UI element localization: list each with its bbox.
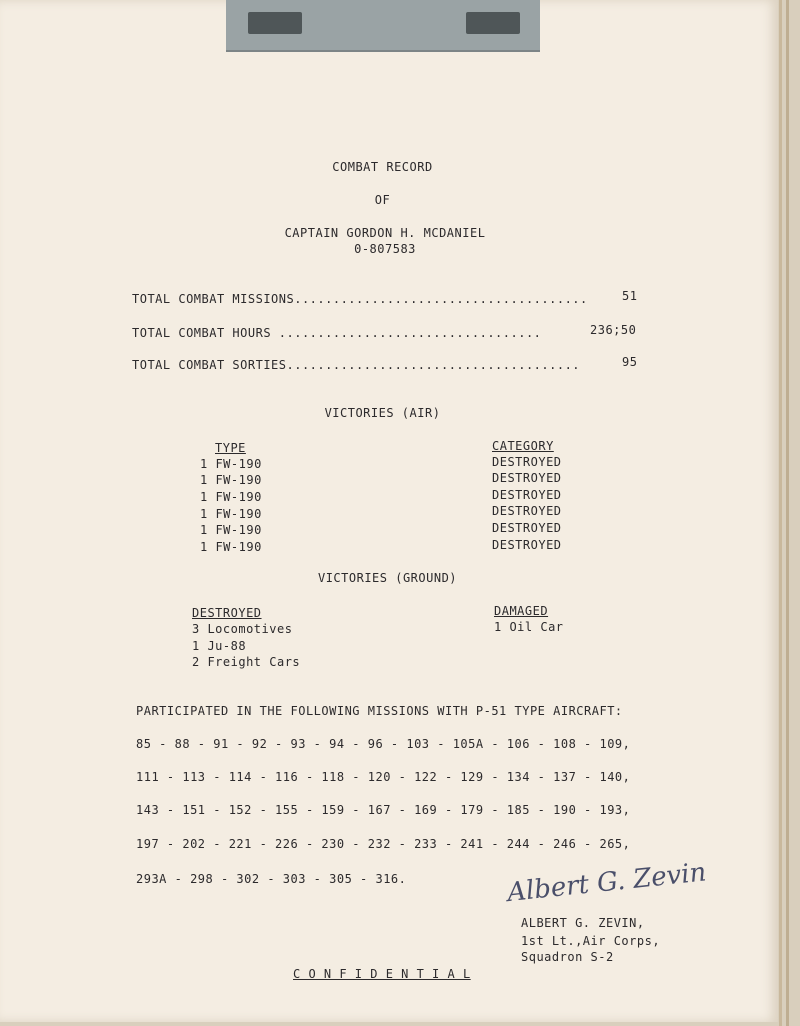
air-victory-type: 1 FW-190 [200, 507, 262, 521]
page-edge [786, 0, 789, 1026]
doc-title-of: OF [374, 193, 391, 207]
doc-title: COMBAT RECORD [332, 160, 433, 174]
air-victory-type: 1 FW-190 [200, 457, 262, 471]
air-victory-type: 1 FW-190 [200, 490, 262, 504]
ground-destroyed-item: 2 Freight Cars [192, 655, 301, 669]
missions-line: 197 - 202 - 221 - 226 - 230 - 232 - 233 - 241 - 244 - 246 - 265, [136, 837, 631, 851]
missions-line: 85 - 88 - 91 - 92 - 93 - 94 - 96 - 103 - 105A - 106 - 108 - 109, [136, 737, 631, 751]
air-victories-title: VICTORIES (AIR) [324, 406, 441, 420]
air-victory-type: 1 FW-190 [200, 473, 262, 487]
air-victory-category: DESTROYED [492, 521, 562, 535]
classification-mark: C O N F I D E N T I A L [293, 967, 471, 981]
air-victory-type: 1 FW-190 [200, 523, 262, 537]
total-sorties-label: TOTAL COMBAT SORTIES...................................... [132, 358, 581, 372]
total-hours-value: 236;50 [590, 323, 637, 337]
missions-line: 293A - 298 - 302 - 303 - 305 - 316. [136, 872, 407, 886]
type-header: TYPE [215, 441, 246, 455]
binder-clip [226, 0, 540, 52]
ground-destroyed-item: 3 Locomotives [192, 622, 293, 636]
ground-victories-title: VICTORIES (GROUND) [317, 571, 458, 585]
handwritten-signature: Albert G. Zevin [505, 857, 708, 909]
destroyed-header: DESTROYED [192, 606, 262, 620]
signer-rank: 1st Lt.,Air Corps, [521, 934, 661, 948]
ground-damaged-item: 1 Oil Car [494, 620, 564, 634]
signer-unit: Squadron S-2 [521, 950, 614, 964]
pilot-serial: 0-807583 [354, 242, 416, 256]
air-victory-category: DESTROYED [492, 488, 562, 502]
missions-title: PARTICIPATED IN THE FOLLOWING MISSIONS WITH P-51 TYPE AIRCRAFT: [136, 704, 623, 718]
air-victory-category: DESTROYED [492, 455, 562, 469]
damaged-header: DAMAGED [494, 604, 549, 618]
total-missions-value: 51 [622, 289, 638, 303]
missions-line: 111 - 113 - 114 - 116 - 118 - 120 - 122 - 129 - 134 - 137 - 140, [136, 770, 631, 784]
category-header: CATEGORY [492, 439, 554, 453]
clip-slot [248, 12, 302, 34]
missions-line: 143 - 151 - 152 - 155 - 159 - 167 - 169 - 179 - 185 - 190 - 193, [136, 803, 631, 817]
total-sorties-value: 95 [622, 355, 638, 369]
signer-name: ALBERT G. ZEVIN, [521, 916, 645, 930]
pilot-name: CAPTAIN GORDON H. MCDANIEL [284, 226, 486, 240]
ground-destroyed-item: 1 Ju-88 [192, 639, 247, 653]
total-hours-label: TOTAL COMBAT HOURS .................................. [132, 326, 542, 340]
air-victory-type: 1 FW-190 [200, 540, 262, 554]
air-victory-category: DESTROYED [492, 538, 562, 552]
page-edge [779, 0, 782, 1026]
clip-slot [466, 12, 520, 34]
air-victory-category: DESTROYED [492, 471, 562, 485]
total-missions-label: TOTAL COMBAT MISSIONS...................................... [132, 292, 588, 306]
air-victory-category: DESTROYED [492, 504, 562, 518]
